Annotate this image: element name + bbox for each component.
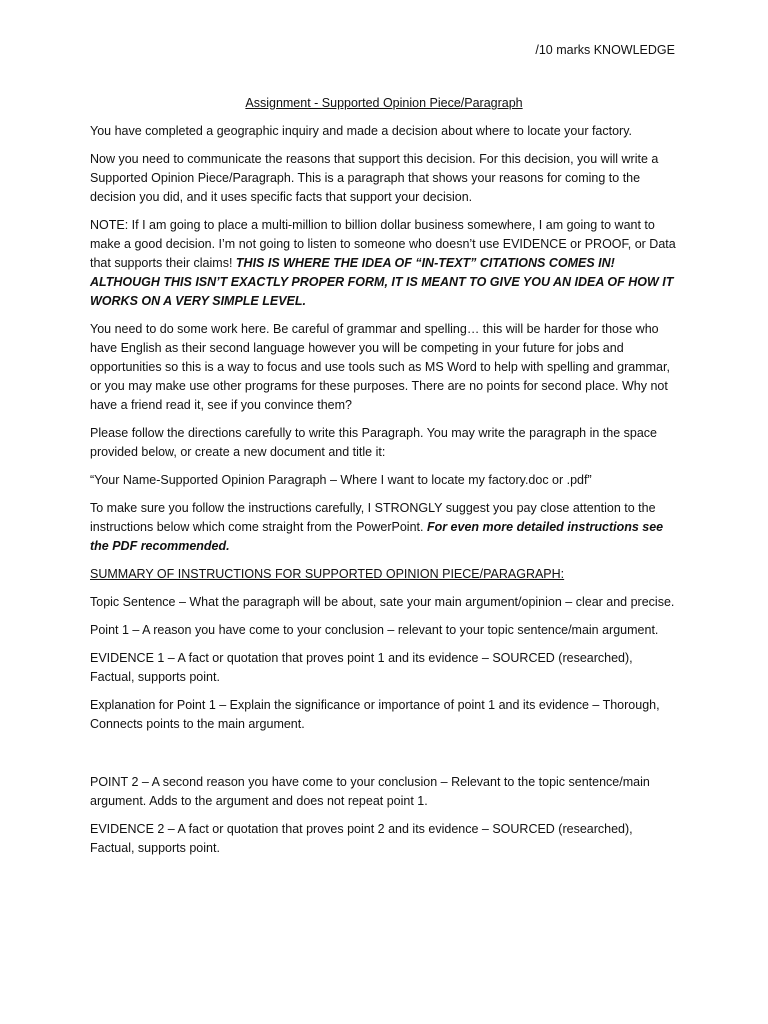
evidence-2-item: EVIDENCE 2 – A fact or quotation that proves point 2 and its evidence – SOURCED (researched), Factual, supports point. — [90, 822, 633, 855]
instructions-text: To make sure you follow the instructions carefully, I STRONGLY suggest you pay close attention to the instructions below which come straight from the PowerPoint. — [90, 501, 656, 534]
note-emphasis: THIS IS WHERE THE IDEA OF “IN-TEXT” CITATIONS COMES IN! ALTHOUGH THIS ISN’T EXACTLY PROPER FORM, IT IS MEANT TO GIVE YOU AN IDEA OF HOW IT WORKS ON A VERY SIMPLE LEVEL. — [90, 256, 674, 308]
point-2-item: POINT 2 – A second reason you have come to your conclusion – Relevant to the topic sentence/main argument. Adds to the argument and does not repeat point 1. — [90, 775, 650, 808]
marks-label: /10 marks KNOWLEDGE — [535, 43, 675, 57]
topic-sentence-item: Topic Sentence – What the paragraph will be about, sate your main argument/opinion – clear and precise. — [90, 595, 675, 609]
document-body — [90, 0, 678, 867]
filename-paragraph: “Your Name-Supported Opinion Paragraph – Where I want to locate my factory.doc or .pdf” — [90, 473, 592, 487]
spacer — [90, 743, 678, 773]
directions-paragraph: Please follow the directions carefully to write this Paragraph. You may write the paragraph in the space provided below, or create a new document and title it: — [90, 426, 657, 459]
instructions-emphasis: For even more detailed instructions see the PDF recommended. — [90, 520, 664, 553]
note-text: NOTE: If I am going to place a multi-million to billion dollar business somewhere, I am going to want to make a good decision. I’m not going to listen to someone who doesn’t use EVIDENCE or PROOF, or Data that supports their claims! — [90, 218, 676, 270]
communicate-paragraph: Now you need to communicate the reasons that support this decision. For this decision, you will write a Supported Opinion Piece/Paragraph. This is a paragraph that shows your reasons for coming to the decision you did, and it uses specific facts that support your decision. — [90, 152, 659, 204]
document-title: Assignment - Supported Opinion Piece/Paragraph — [245, 96, 523, 110]
instructions-paragraph — [90, 499, 678, 556]
point-1-item: Point 1 – A reason you have come to your conclusion – relevant to your topic sentence/main argument. — [90, 623, 659, 637]
explanation-1-item: Explanation for Point 1 – Explain the significance or importance of point 1 and its evidence – Thorough, Connects points to the main argument. — [90, 698, 660, 731]
intro-paragraph: You have completed a geographic inquiry and made a decision about where to locate your factory. — [90, 124, 633, 138]
summary-heading: SUMMARY OF INSTRUCTIONS FOR SUPPORTED OPINION PIECE/PARAGRAPH: — [90, 567, 565, 581]
note-paragraph — [90, 216, 678, 311]
grammar-paragraph: You need to do some work here. Be careful of grammar and spelling… this will be harder for those who have English as their second language however you will be competing in your future for jobs and opportunities so this is a way to focus and use tools such as MS Word to help with spelling and grammar, or you may make use other programs for these purposes. There are no points for second place. Why not have a friend read it, see if you convince them? — [90, 322, 670, 412]
evidence-1-item: EVIDENCE 1 – A fact or quotation that proves point 1 and its evidence – SOURCED (researched), Factual, supports point. — [90, 651, 633, 684]
